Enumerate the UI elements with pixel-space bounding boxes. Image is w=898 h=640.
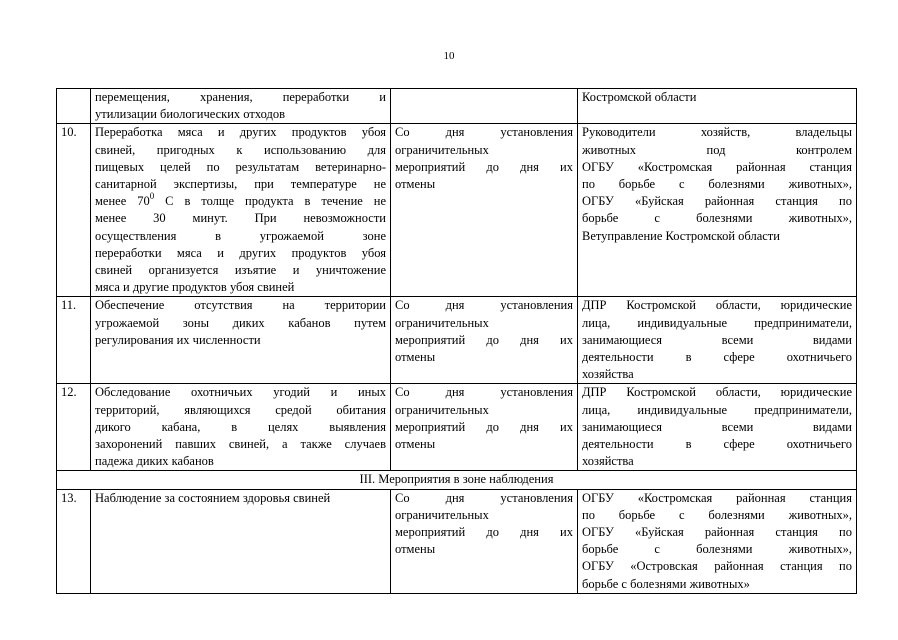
responsible-line: занимающиеся всеми видами (582, 419, 852, 434)
measures-table (56, 88, 857, 594)
row-number-cell: 11. (57, 297, 91, 384)
row-number-cell: 12. (57, 384, 91, 471)
activity-line: регулирования их численности (95, 332, 261, 347)
activity-line: осуществления в угрожаемой зоне (95, 228, 386, 243)
responsible-cell (578, 489, 857, 593)
table-row-continuation (57, 89, 857, 124)
term-line: отмены (395, 350, 436, 365)
responsible-line: ОГБУ «Буйская районная станция по (582, 525, 852, 540)
row-number-cell (57, 89, 91, 124)
responsible-line: ДПР Костромской области, юридические (582, 385, 852, 400)
responsible-cell (578, 124, 857, 297)
temperature-rest: С в толще продукта в течение не (154, 194, 386, 209)
activity-line: мяса и другие продуктов убоя свиней (95, 280, 295, 295)
term-cell (391, 384, 578, 471)
activity-cell (91, 489, 391, 593)
responsible-line: борьбе с болезнями животных», (582, 211, 852, 226)
activity-line: дикого кабана, в целях выявления (95, 419, 386, 434)
activity-line: угрожаемой зоны диких кабанов путем (95, 315, 386, 330)
term-line: мероприятий до дня их (395, 419, 573, 434)
activity-line: Переработка мяса и других продуктов убоя (95, 125, 386, 140)
page-number: 10 (443, 50, 455, 62)
degree-superscript: 0 (149, 191, 155, 202)
activity-cell (91, 89, 391, 124)
responsible-line: животных под контролем (582, 142, 852, 157)
term-line: Со дня установления (395, 298, 573, 313)
activity-cell (91, 124, 391, 297)
term-line: отмены (395, 177, 436, 192)
responsible-line: борьбе с болезнями животных» (582, 576, 750, 591)
responsible-line: по борьбе с болезнями животных», (582, 507, 852, 522)
responsible-line: ОГБУ «Костромская районная станция (582, 490, 852, 505)
term-line: ограничительных (395, 315, 489, 330)
activity-line: перемещения, хранения, переработки и (95, 90, 386, 104)
activity-line: переработки мяса и других продуктов убоя (95, 245, 386, 260)
responsible-line: лица, индивидуальные предприниматели, (582, 315, 852, 330)
responsible-line: борьбе с болезнями животных», (582, 542, 852, 557)
responsible-line: занимающиеся всеми видами (582, 332, 852, 347)
activity-line: территорий, являющихся средой обитания (95, 402, 386, 417)
responsible-line: ДПР Костромской области, юридические (582, 298, 852, 313)
table-row-10 (57, 124, 857, 297)
table-row-12 (57, 384, 857, 471)
responsible-line: ОГБУ «Островская районная станция по (582, 559, 852, 574)
responsible-line: Костромской области (582, 90, 697, 104)
responsible-line: лица, индивидуальные предприниматели, (582, 402, 852, 417)
term-line: ограничительных (395, 402, 489, 417)
term-line: Со дня установления (395, 125, 573, 140)
activity-line: утилизации биологических отходов (95, 107, 286, 122)
temperature-text: менее 70 (95, 194, 150, 209)
activity-line: захоронений павших свиней, а также случаев (95, 437, 386, 452)
activity-line: Обеспечение отсутствия на территории (95, 298, 386, 313)
responsible-line: ОГБУ «Буйская районная станция по (582, 194, 852, 209)
responsible-cell (578, 384, 857, 471)
activity-line: санитарной экспертизы, при температуре не (95, 177, 386, 192)
responsible-line: Руководители хозяйств, владельцы (582, 125, 852, 140)
activity-cell (91, 384, 391, 471)
section-heading-row (57, 471, 857, 489)
responsible-cell (578, 297, 857, 384)
table-row-13 (57, 489, 857, 593)
activity-line: пищевых целей по результатам ветеринарно- (95, 159, 386, 174)
term-line: Со дня установления (395, 490, 573, 505)
activity-line: Обследование охотничьих угодий и иных (95, 385, 386, 400)
table-row-11 (57, 297, 857, 384)
term-line: мероприятий до дня их (395, 159, 573, 174)
term-line: мероприятий до дня их (395, 332, 573, 347)
responsible-line: деятельности в сфере охотничьего (582, 437, 852, 452)
section-heading: III. Мероприятия в зоне наблюдения (57, 471, 857, 489)
activity-line-temperature (95, 193, 386, 210)
term-cell (391, 124, 578, 297)
term-cell (391, 489, 578, 593)
responsible-cell (578, 89, 857, 124)
responsible-line: ОГБУ «Костромская районная станция (582, 159, 852, 174)
responsible-line: Ветуправление Костромской области (582, 228, 780, 243)
term-line: отмены (395, 542, 436, 557)
row-number-cell: 10. (57, 124, 91, 297)
activity-line: Наблюдение за состоянием здоровья свиней (95, 490, 331, 505)
activity-line: свиней, пригодных к использованию для (95, 142, 386, 157)
activity-line: свиней организуется изъятие и уничтожение (95, 263, 386, 278)
responsible-line: по борьбе с болезнями животных», (582, 177, 852, 192)
term-line: ограничительных (395, 142, 489, 157)
responsible-line: хозяйства (582, 367, 634, 382)
term-cell (391, 297, 578, 384)
term-line: ограничительных (395, 507, 489, 522)
term-line: отмены (395, 437, 436, 452)
row-number-cell: 13. (57, 489, 91, 593)
term-line: Со дня установления (395, 385, 573, 400)
activity-cell (91, 297, 391, 384)
term-line: мероприятий до дня их (395, 525, 573, 540)
responsible-line: деятельности в сфере охотничьего (582, 350, 852, 365)
responsible-line: хозяйства (582, 454, 634, 469)
activity-line: менее 30 минут. При невозможности (95, 211, 386, 226)
term-cell (391, 89, 578, 124)
activity-line: падежа диких кабанов (95, 454, 214, 469)
